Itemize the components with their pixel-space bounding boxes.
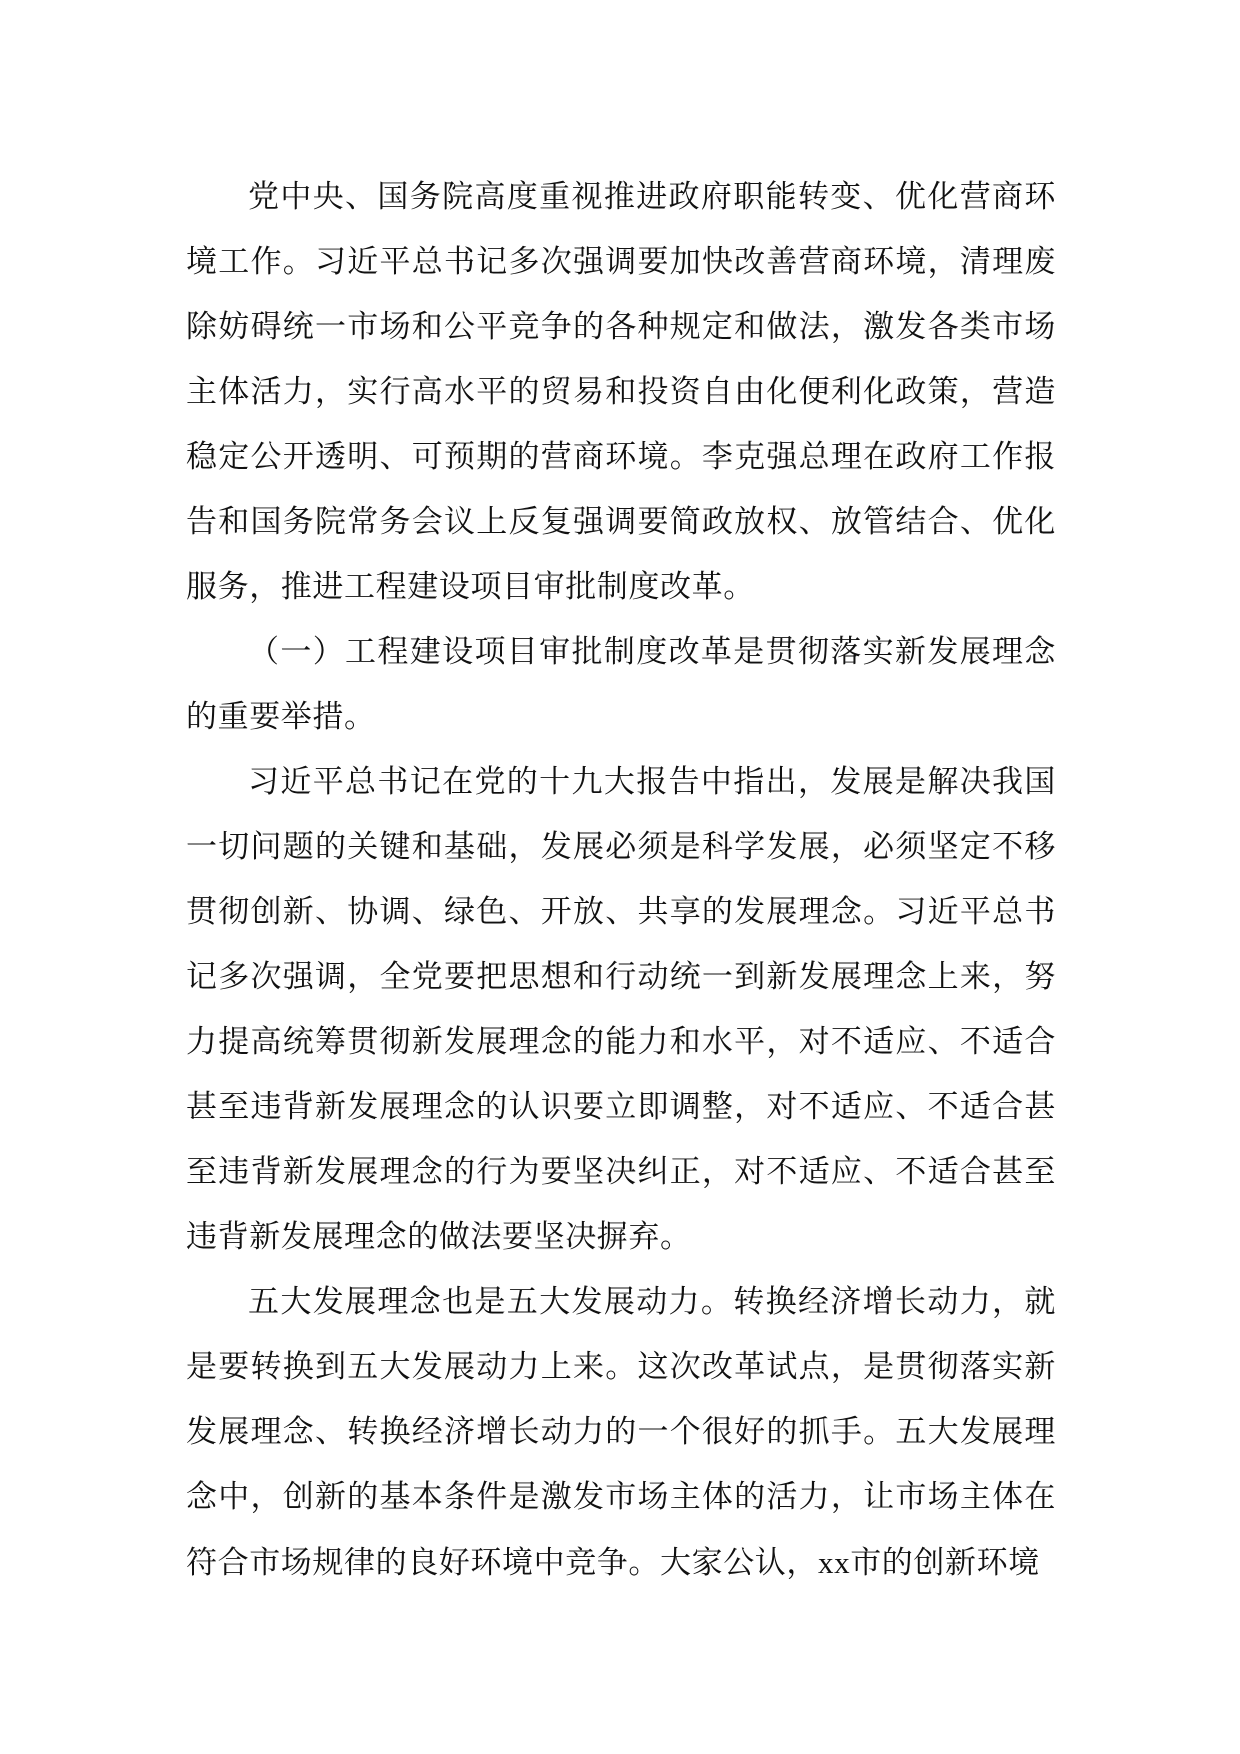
paragraph-intro: 党中央、国务院高度重视推进政府职能转变、优化营商环境工作。习近平总书记多次强调要加快改善营商环境，清理废除妨碍统一市场和公平竞争的各种规定和做法，激发各类市场主体活力，实行高水平的贸易和投资自由化便利化政策，营造稳定公开透明、可预期的营商环境。李克强总理在政府工作报告和国务院常务会议上反复强调要简政放权、放管结合、优化服务，推进工程建设项目审批制度改革。 xyxy=(186,179,1056,605)
paragraph-five-concepts-text: 五大发展理念也是五大发展动力。转换经济增长动力，就是要转换到五大发展动力上来。这次改革试点，是贯彻落实新发展理念、转换经济增长动力的一个很好的抓手。五大发展理念中，创新的基本条件是激发市场主体的活力，让市场主体在符合市场规律的良好环境中竞争。大家公认， xyxy=(186,1284,1056,1581)
paragraph-five-concepts xyxy=(186,1270,1056,1596)
document-body xyxy=(186,165,1056,1596)
paragraph-five-concepts-tail: 市的创新环境 xyxy=(850,1545,1040,1581)
paragraph-development-concept: 习近平总书记在党的十九大报告中指出，发展是解决我国一切问题的关键和基础，发展必须是科学发展，必须坚定不移贯彻创新、协调、绿色、开放、共享的发展理念。习近平总书记多次强调，全党要把思想和行动统一到新发展理念上来，努力提高统筹贯彻新发展理念的能力和水平，对不适应、不适合甚至违背新发展理念的认识要立即调整，对不适应、不适合甚至违背新发展理念的行为要坚决纠正，对不适应、不适合甚至违背新发展理念的做法要坚决摒弃。 xyxy=(186,764,1056,1255)
section-heading: （一）工程建设项目审批制度改革是贯彻落实新发展理念的重要举措。 xyxy=(186,634,1056,735)
city-placeholder: xx xyxy=(818,1545,851,1580)
